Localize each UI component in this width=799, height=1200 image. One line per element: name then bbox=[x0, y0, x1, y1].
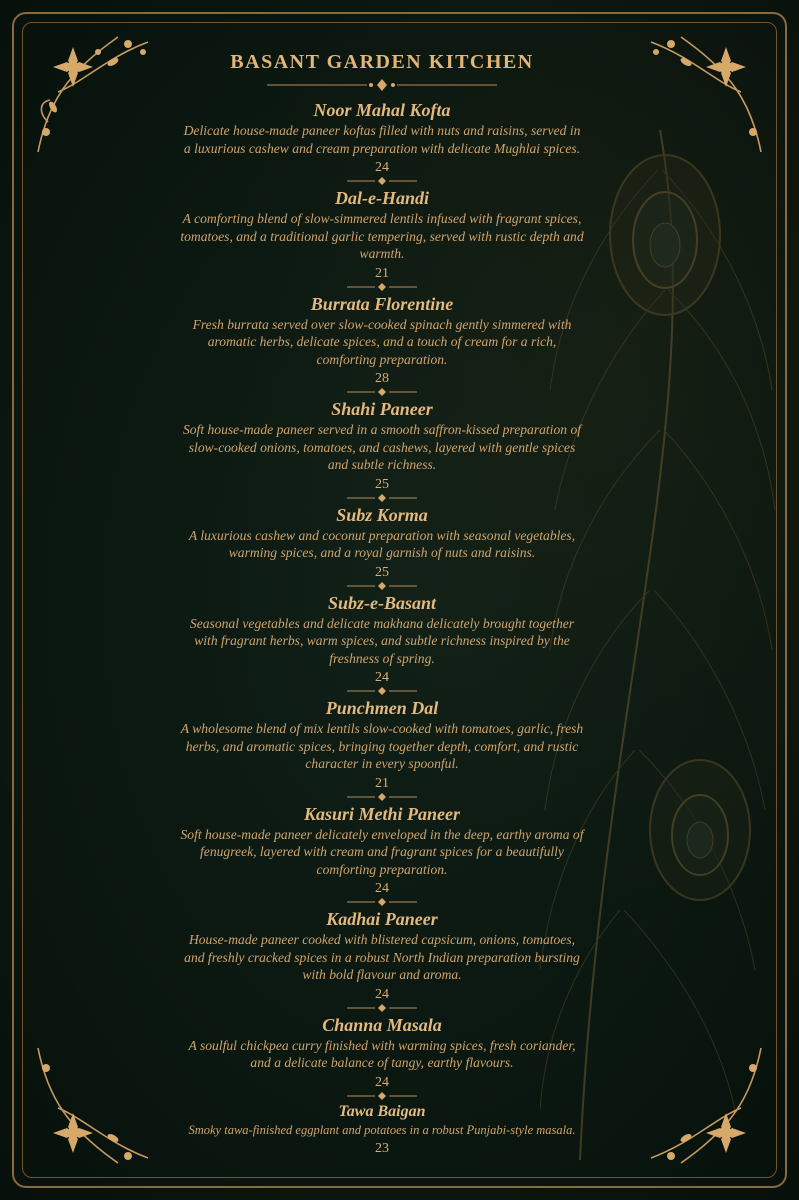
ornament-divider-icon bbox=[347, 387, 417, 397]
item-price: 23 bbox=[375, 1140, 389, 1156]
menu-item bbox=[180, 1015, 584, 1091]
ornament-divider-icon bbox=[347, 897, 417, 907]
menu-item bbox=[180, 399, 584, 493]
item-price: 21 bbox=[375, 265, 389, 281]
restaurant-title: BASANT GARDEN KITCHEN bbox=[230, 51, 534, 73]
item-description: Fresh burrata served over slow-cooked spinach gently simmered with aromatic herbs, delicate spices, and a touch of cream for a rich, comforting preparation. bbox=[192, 316, 572, 367]
floral-corner-icon bbox=[28, 1038, 158, 1178]
item-price: 25 bbox=[375, 476, 389, 492]
menu-item bbox=[180, 100, 584, 176]
item-description: Seasonal vegetables and delicate makhana delicately brought together with fragrant herbs, warm spices, and subtle richness inspired by the freshness of spring. bbox=[189, 615, 575, 666]
ornament-divider-icon bbox=[267, 78, 497, 92]
item-description: A wholesome blend of mix lentils slow-cooked with tomatoes, garlic, fresh herbs, and aromatic spices, bringing together depth, comfort, and rustic character in every spoonful. bbox=[180, 721, 584, 771]
item-price: 24 bbox=[375, 881, 389, 896]
item-price: 24 bbox=[375, 670, 389, 685]
item-description: A luxurious cashew and coconut preparation with seasonal vegetables, warming spices, and a royal garnish of nuts and raisins. bbox=[188, 527, 576, 560]
item-name: Shahi Paneer bbox=[331, 399, 433, 419]
floral-corner-icon bbox=[641, 22, 771, 162]
item-name: Punchmen Dal bbox=[325, 698, 439, 718]
item-name: Subz Korma bbox=[336, 504, 428, 525]
item-name: Subz-e-Basant bbox=[327, 592, 437, 613]
item-name: Burrata Florentine bbox=[310, 293, 454, 314]
floral-corner-icon bbox=[641, 1038, 771, 1178]
floral-corner-icon bbox=[28, 22, 158, 162]
item-description: Soft house-made paneer served in a smooth saffron-kissed preparation of slow-cooked onions, tomatoes, and cashews, layered with gentle spices and subtle richness. bbox=[182, 422, 582, 472]
item-name: Tawa Baigan bbox=[338, 1102, 426, 1120]
item-description: House-made paneer cooked with blistered capsicum, onions, tomatoes, and freshly cracked spices in a robust North Indian preparation bursting with bold flavour and aroma. bbox=[184, 932, 580, 982]
item-price: 24 bbox=[375, 986, 389, 1002]
item-price: 21 bbox=[375, 775, 389, 791]
item-name: Channa Masala bbox=[322, 1014, 442, 1035]
ornament-divider-icon bbox=[347, 282, 417, 292]
item-description: Smoky tawa-finished eggplant and potatoes in a robust Punjabi-style masala. bbox=[188, 1122, 576, 1137]
item-price: 24 bbox=[375, 160, 389, 175]
item-description: Delicate house-made paneer koftas filled with nuts and raisins, served in a luxurious cashew and cream preparation with delicate Mughlai spices. bbox=[183, 123, 581, 156]
item-price: 25 bbox=[375, 564, 389, 580]
ornament-divider-icon bbox=[347, 176, 417, 186]
menu-item bbox=[180, 1103, 584, 1157]
ornament-divider-icon bbox=[347, 792, 417, 802]
ornament-divider-icon bbox=[347, 1091, 417, 1101]
item-name: Kasuri Methi Paneer bbox=[303, 803, 461, 824]
item-name: Noor Mahal Kofta bbox=[313, 100, 451, 120]
ornament-divider-icon bbox=[347, 493, 417, 503]
menu-item bbox=[180, 294, 584, 388]
item-description: A soulful chickpea curry finished with warming spices, fresh coriander, and a delicate balance of tangy, earthy flavours. bbox=[188, 1037, 576, 1070]
item-name: Kadhai Paneer bbox=[326, 909, 438, 929]
item-price: 24 bbox=[375, 1074, 389, 1090]
item-name: Dal-e-Handi bbox=[335, 188, 429, 208]
ornament-divider-icon bbox=[347, 1003, 417, 1013]
item-description: Soft house-made paneer delicately enveloped in the deep, earthy aroma of fenugreek, layered with cream and fragrant spices for a beautifully comforting preparation. bbox=[180, 826, 584, 877]
ornament-divider-icon bbox=[347, 581, 417, 591]
item-description: A comforting blend of slow-simmered lentils infused with fragrant spices, tomatoes, and a traditional garlic tempering, served with rustic depth and warmth. bbox=[180, 211, 584, 261]
menu-item bbox=[180, 804, 584, 898]
menu-item bbox=[180, 188, 584, 282]
menu-item bbox=[180, 698, 584, 792]
ornament-divider-icon bbox=[347, 686, 417, 696]
menu-content bbox=[180, 48, 584, 1157]
menu-item bbox=[180, 505, 584, 581]
menu-item bbox=[180, 593, 584, 687]
item-price: 28 bbox=[375, 371, 389, 386]
menu-item bbox=[180, 909, 584, 1003]
